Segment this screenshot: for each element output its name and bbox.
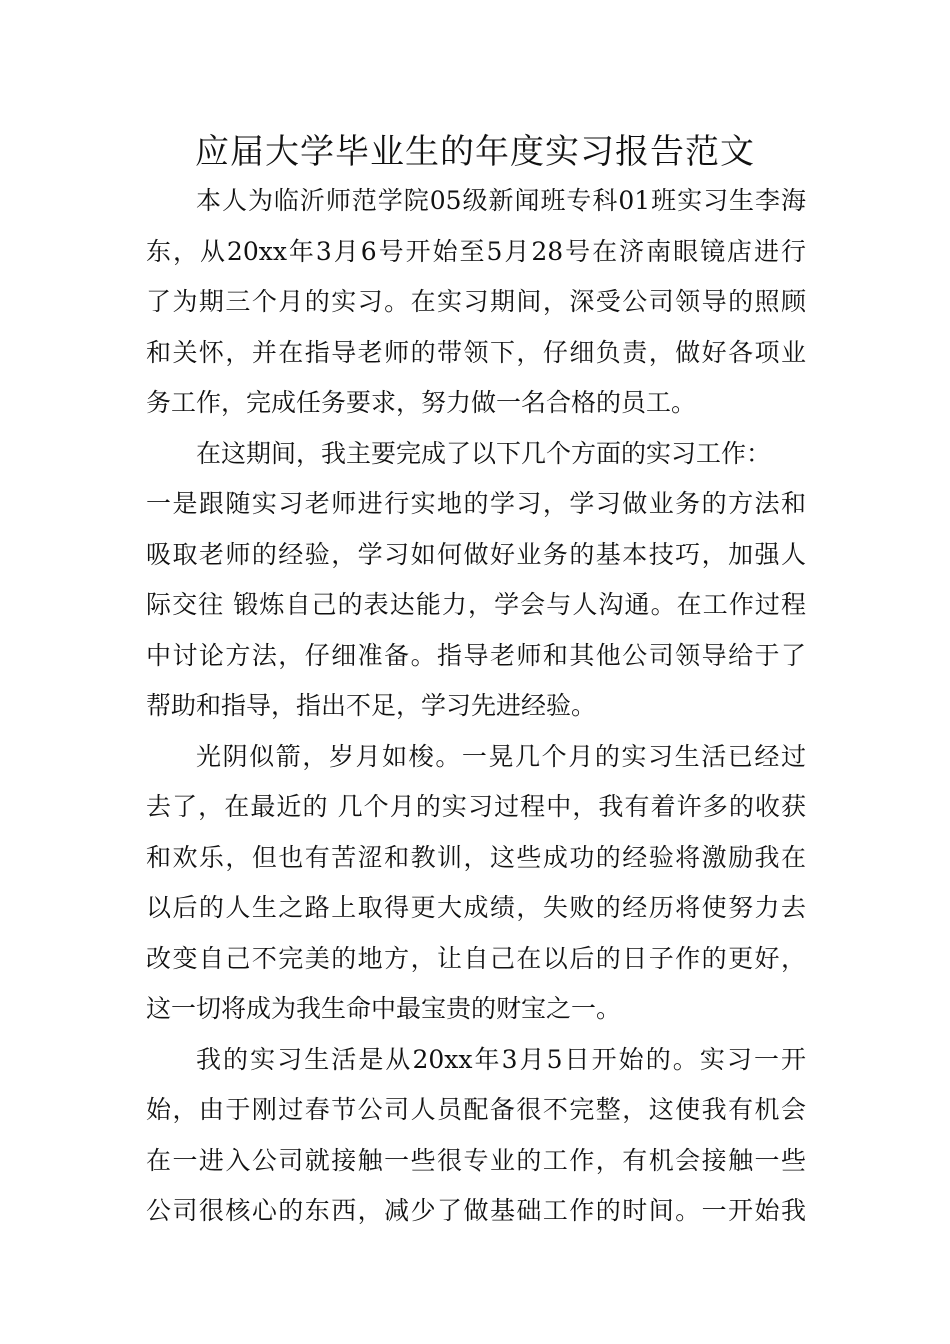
paragraph-4 — [146, 1035, 806, 1237]
paragraph-2 — [146, 429, 806, 732]
paragraph-line: 中讨论方法，仔细准备。指导老师和其他公司领导给于了 — [146, 640, 806, 670]
paragraph-line: 在一进入公司就接触一些很专业的工作，有机会接触一些 — [146, 1145, 806, 1175]
paragraph-line: 帮助和指导，指出不足，学习先进经验。 — [146, 691, 597, 720]
paragraph-line: 始，由于刚过春节公司人员配备很不完整，这使我有机会 — [146, 1095, 806, 1124]
paragraph-line: 以后的人生之路上取得更大成绩，失败的经历将使努力去 — [146, 893, 806, 922]
paragraph-line: 了为期三个月的实习。在实习期间，深受公司领导的照顾 — [146, 287, 806, 316]
paragraph-line: 去了，在最近的 几个月的实习过程中，我有着许多的收获 — [146, 792, 806, 821]
paragraph-line: 我的实习生活是从20xx年3月5日开始的。实习一开 — [196, 1044, 806, 1074]
paragraph-3 — [146, 732, 806, 1035]
paragraph-line: 在这期间，我主要完成了以下几个方面的实习工作： — [196, 438, 772, 468]
paragraph-line: 吸取老师的经验，学习如何做好业务的基本技巧，加强人 — [146, 539, 806, 569]
paragraph-line: 和欢乐，但也有苦涩和教训，这些成功的经验将激励我在 — [146, 842, 806, 872]
paragraph-line: 本人为临沂师范学院05级新闻班专科01班实习生李海 — [196, 186, 806, 215]
paragraph-line: 一是跟随实习老师进行实地的学习，学习做业务的方法和 — [146, 489, 806, 518]
paragraph-line: 和关怀，并在指导老师的带领下，仔细负责，做好各项业 — [146, 337, 806, 367]
document-title: 应届大学毕业生的年度实习报告范文 — [195, 132, 755, 172]
paragraph-line: 际交往 锻炼自己的表达能力，学会与人沟通。在工作过程 — [146, 590, 806, 619]
document-body — [146, 176, 806, 1237]
paragraph-line: 务工作，完成任务要求，努力做一名合格的员工。 — [146, 388, 697, 417]
paragraph-line: 东，从20xx年3月6号开始至5月28号在济南眼镜店进行 — [146, 236, 806, 266]
paragraph-1 — [146, 176, 806, 429]
paragraph-line: 光阴似箭，岁月如梭。一晃几个月的实习生活已经过 — [196, 741, 806, 771]
paragraph-line: 公司很核心的东西，减少了做基础工作的时间。一开始我 — [146, 1196, 806, 1225]
paragraph-line: 改变自己不完美的地方，让自己在以后的日子作的更好， — [146, 943, 806, 973]
paragraph-line: 这一切将成为我生命中最宝贵的财宝之一。 — [146, 994, 622, 1023]
